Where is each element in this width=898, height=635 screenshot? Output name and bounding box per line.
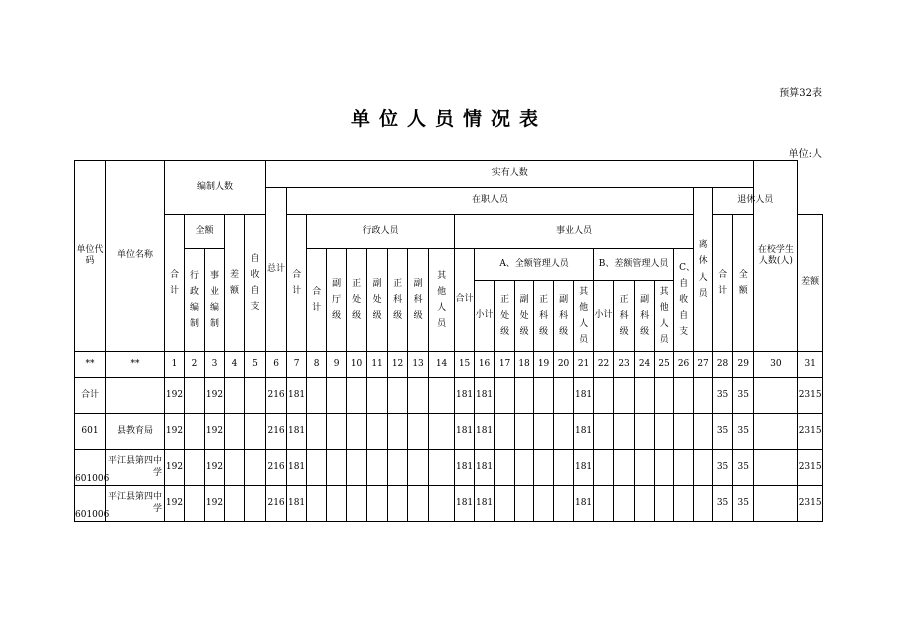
col-b-fuke: 副科级 <box>635 281 655 352</box>
col-heji: 合计 <box>165 215 185 352</box>
column-number-cell: 12 <box>388 352 408 378</box>
cell-col-13 <box>408 414 429 450</box>
cell-col-10 <box>347 450 367 486</box>
col-tx-chae: 差额 <box>798 215 823 352</box>
cell-col-22 <box>594 450 614 486</box>
cell-unit-name: 平江县第四中学 <box>106 486 165 522</box>
column-number-cell: 2 <box>185 352 205 378</box>
cell-col-16: 181 <box>475 450 495 486</box>
column-number-cell: 16 <box>475 352 495 378</box>
cell-col-27 <box>694 486 713 522</box>
table-row <box>75 414 823 450</box>
cell-unit-name <box>106 378 165 414</box>
cell-col-6: 216 <box>266 450 287 486</box>
cell-col-4 <box>225 450 245 486</box>
page-title: 单位人员情况表 <box>350 108 547 130</box>
cell-col-20 <box>554 450 574 486</box>
column-number-cell: 31 <box>798 352 823 378</box>
cell-col-7: 181 <box>287 486 307 522</box>
col-sy-heji: 合计 <box>455 249 475 352</box>
table-row <box>75 486 823 522</box>
col-b-xiaoji: 小计 <box>594 281 614 352</box>
cell-col-5 <box>245 486 266 522</box>
column-number-cell: 11 <box>367 352 388 378</box>
cell-col-15: 181 <box>455 450 475 486</box>
cell-col-5 <box>245 378 266 414</box>
cell-unit-code: 合计 <box>75 378 106 414</box>
cell-col-28: 35 <box>713 414 733 450</box>
column-number-cell: 21 <box>574 352 594 378</box>
col-zhengke: 正科级 <box>388 249 408 352</box>
col-shiyou: 实有人数 <box>266 161 754 188</box>
cell-col-25 <box>655 414 674 450</box>
cell-col-26 <box>674 486 694 522</box>
cell-col-25 <box>655 450 674 486</box>
cell-col-24 <box>635 378 655 414</box>
cell-col-8 <box>307 450 327 486</box>
cell-col-5 <box>245 414 266 450</box>
cell-col-16: 181 <box>475 378 495 414</box>
cell-col-2 <box>185 378 205 414</box>
col-bianzhi: 编制人数 <box>165 161 266 215</box>
cell-col-21: 181 <box>574 414 594 450</box>
column-number-cell: 6 <box>266 352 287 378</box>
cell-col-2 <box>185 414 205 450</box>
cell-col-4 <box>225 414 245 450</box>
cell-col-31: 2315 <box>798 378 823 414</box>
cell-col-4 <box>225 486 245 522</box>
cell-col-28: 35 <box>713 486 733 522</box>
column-number-cell: 29 <box>733 352 754 378</box>
cell-col-22 <box>594 414 614 450</box>
cell-unit-code: 601006 <box>75 450 106 486</box>
cell-col-10 <box>347 378 367 414</box>
col-lixiu: 离休人员 <box>694 188 713 352</box>
cell-col-10 <box>347 414 367 450</box>
col-futing: 副厅级 <box>327 249 347 352</box>
column-number-cell: 8 <box>307 352 327 378</box>
cell-unit-name: 县教育局 <box>106 414 165 450</box>
cell-col-17 <box>495 486 515 522</box>
cell-col-8 <box>307 378 327 414</box>
col-zaizhi-heji: 合计 <box>287 215 307 352</box>
cell-col-9 <box>327 378 347 414</box>
cell-col-22 <box>594 486 614 522</box>
column-number-cell: 9 <box>327 352 347 378</box>
col-unit-name: 单位名称 <box>106 161 165 352</box>
cell-col-22 <box>594 378 614 414</box>
column-number-cell: 24 <box>635 352 655 378</box>
column-number-cell: 7 <box>287 352 307 378</box>
col-a-zhengke: 正科级 <box>534 281 554 352</box>
cell-col-8 <box>307 486 327 522</box>
cell-col-23 <box>614 450 635 486</box>
col-zaizhi: 在职人员 <box>287 188 694 215</box>
column-number-cell: ** <box>106 352 165 378</box>
col-shiye-bianzhi: 事业编制 <box>205 249 225 352</box>
cell-col-9 <box>327 450 347 486</box>
cell-col-24 <box>635 414 655 450</box>
cell-col-6: 216 <box>266 486 287 522</box>
personnel-table <box>74 160 823 522</box>
col-zishou: 自收自支 <box>245 215 266 352</box>
col-chae: 差额 <box>225 215 245 352</box>
cell-col-2 <box>185 450 205 486</box>
col-shiye: 事业人员 <box>455 215 694 249</box>
column-number-cell: 28 <box>713 352 733 378</box>
cell-col-30 <box>754 414 798 450</box>
cell-col-16: 181 <box>475 486 495 522</box>
cell-col-28: 35 <box>713 450 733 486</box>
cell-col-18 <box>515 486 534 522</box>
cell-col-5 <box>245 450 266 486</box>
col-fuchu: 副处级 <box>367 249 388 352</box>
cell-col-12 <box>388 450 408 486</box>
col-a-group: A、全额管理人员 <box>475 249 594 281</box>
cell-col-24 <box>635 450 655 486</box>
cell-col-20 <box>554 414 574 450</box>
cell-col-1: 192 <box>165 378 185 414</box>
col-zhengchu: 正处级 <box>347 249 367 352</box>
column-number-cell: 18 <box>515 352 534 378</box>
cell-col-21: 181 <box>574 450 594 486</box>
column-number-row <box>75 352 823 378</box>
cell-col-21: 181 <box>574 486 594 522</box>
column-number-cell: 5 <box>245 352 266 378</box>
cell-col-15: 181 <box>455 414 475 450</box>
cell-col-12 <box>388 414 408 450</box>
column-number-cell: 3 <box>205 352 225 378</box>
cell-col-3: 192 <box>205 378 225 414</box>
cell-col-1: 192 <box>165 414 185 450</box>
unit-label: 单位:人 <box>788 149 822 160</box>
cell-col-19 <box>534 414 554 450</box>
cell-col-21: 181 <box>574 378 594 414</box>
column-number-cell: 20 <box>554 352 574 378</box>
cell-col-29: 35 <box>733 486 754 522</box>
column-number-cell: 17 <box>495 352 515 378</box>
col-a-zhengchu: 正处级 <box>495 281 515 352</box>
cell-col-26 <box>674 450 694 486</box>
col-c-group: C、自收自支 <box>674 249 694 352</box>
cell-col-12 <box>388 486 408 522</box>
cell-col-19 <box>534 486 554 522</box>
cell-col-28: 35 <box>713 378 733 414</box>
cell-col-29: 35 <box>733 378 754 414</box>
cell-col-1: 192 <box>165 486 185 522</box>
cell-col-15: 181 <box>455 378 475 414</box>
cell-col-26 <box>674 378 694 414</box>
column-number-cell: 15 <box>455 352 475 378</box>
col-a-qita: 其他人员 <box>574 281 594 352</box>
table-row <box>75 450 823 486</box>
cell-col-11 <box>367 450 388 486</box>
column-number-cell: 19 <box>534 352 554 378</box>
cell-col-31: 2315 <box>798 450 823 486</box>
col-unit-code: 单位代码 <box>75 161 106 352</box>
cell-col-11 <box>367 414 388 450</box>
cell-col-17 <box>495 378 515 414</box>
col-b-group: B、差额管理人员 <box>594 249 674 281</box>
cell-col-31: 2315 <box>798 414 823 450</box>
cell-col-6: 216 <box>266 414 287 450</box>
column-number-cell: 22 <box>594 352 614 378</box>
cell-col-24 <box>635 486 655 522</box>
cell-col-31: 2315 <box>798 486 823 522</box>
cell-col-14 <box>429 450 455 486</box>
cell-col-25 <box>655 378 674 414</box>
cell-col-27 <box>694 378 713 414</box>
column-number-cell: 10 <box>347 352 367 378</box>
table-row <box>75 378 823 414</box>
cell-col-7: 181 <box>287 450 307 486</box>
cell-col-30 <box>754 450 798 486</box>
cell-col-2 <box>185 486 205 522</box>
cell-unit-code: 601006 <box>75 486 106 522</box>
cell-col-4 <box>225 378 245 414</box>
column-number-cell: 26 <box>674 352 694 378</box>
cell-col-3: 192 <box>205 450 225 486</box>
col-qita: 其他人员 <box>429 249 455 352</box>
cell-col-9 <box>327 414 347 450</box>
col-a-fuke: 副科级 <box>554 281 574 352</box>
cell-col-20 <box>554 486 574 522</box>
cell-col-30 <box>754 378 798 414</box>
col-fuke: 副科级 <box>408 249 429 352</box>
cell-col-12 <box>388 378 408 414</box>
cell-col-18 <box>515 378 534 414</box>
cell-col-3: 192 <box>205 414 225 450</box>
cell-col-16: 181 <box>475 414 495 450</box>
column-number-cell: 14 <box>429 352 455 378</box>
cell-col-10 <box>347 486 367 522</box>
cell-col-6: 216 <box>266 378 287 414</box>
column-number-cell: 25 <box>655 352 674 378</box>
col-xz-heji: 合计 <box>307 249 327 352</box>
cell-col-18 <box>515 414 534 450</box>
col-tx-quane: 全额 <box>733 215 754 352</box>
column-number-cell: 1 <box>165 352 185 378</box>
column-number-cell: 4 <box>225 352 245 378</box>
col-a-fuchu: 副处级 <box>515 281 534 352</box>
cell-col-7: 181 <box>287 414 307 450</box>
cell-col-8 <box>307 414 327 450</box>
cell-col-29: 35 <box>733 414 754 450</box>
cell-col-11 <box>367 486 388 522</box>
cell-col-14 <box>429 378 455 414</box>
cell-col-18 <box>515 450 534 486</box>
col-xingzheng: 行政人员 <box>307 215 455 249</box>
column-number-cell: 13 <box>408 352 429 378</box>
cell-col-19 <box>534 450 554 486</box>
column-number-cell: 27 <box>694 352 713 378</box>
cell-col-13 <box>408 486 429 522</box>
cell-unit-name: 平江县第四中学 <box>106 450 165 486</box>
cell-col-9 <box>327 486 347 522</box>
col-tx-heji: 合计 <box>713 215 733 352</box>
col-a-xiaoji: 小计 <box>475 281 495 352</box>
cell-col-23 <box>614 486 635 522</box>
cell-col-14 <box>429 486 455 522</box>
col-quane: 全额 <box>185 215 225 249</box>
col-tuixiu: 退休人员 <box>713 188 798 215</box>
cell-col-27 <box>694 450 713 486</box>
cell-col-23 <box>614 414 635 450</box>
column-number-cell: 23 <box>614 352 635 378</box>
column-number-cell: 30 <box>754 352 798 378</box>
cell-col-29: 35 <box>733 450 754 486</box>
cell-col-19 <box>534 378 554 414</box>
col-students: 在校学生人数(人) <box>754 161 798 352</box>
cell-col-7: 181 <box>287 378 307 414</box>
cell-col-11 <box>367 378 388 414</box>
cell-col-14 <box>429 414 455 450</box>
cell-col-26 <box>674 414 694 450</box>
form-number: 预算32表 <box>779 88 822 99</box>
cell-col-25 <box>655 486 674 522</box>
cell-col-27 <box>694 414 713 450</box>
cell-col-23 <box>614 378 635 414</box>
cell-col-30 <box>754 486 798 522</box>
col-b-zhengke: 正科级 <box>614 281 635 352</box>
cell-col-1: 192 <box>165 450 185 486</box>
cell-col-17 <box>495 414 515 450</box>
column-number-cell: ** <box>75 352 106 378</box>
cell-col-13 <box>408 378 429 414</box>
col-zongji: 总计 <box>266 188 287 352</box>
col-b-qita: 其他人员 <box>655 281 674 352</box>
cell-col-17 <box>495 450 515 486</box>
col-xingzheng-bianzhi: 行政编制 <box>185 249 205 352</box>
cell-col-13 <box>408 450 429 486</box>
cell-col-3: 192 <box>205 486 225 522</box>
cell-col-15: 181 <box>455 486 475 522</box>
cell-col-20 <box>554 378 574 414</box>
cell-unit-code: 601 <box>75 414 106 450</box>
